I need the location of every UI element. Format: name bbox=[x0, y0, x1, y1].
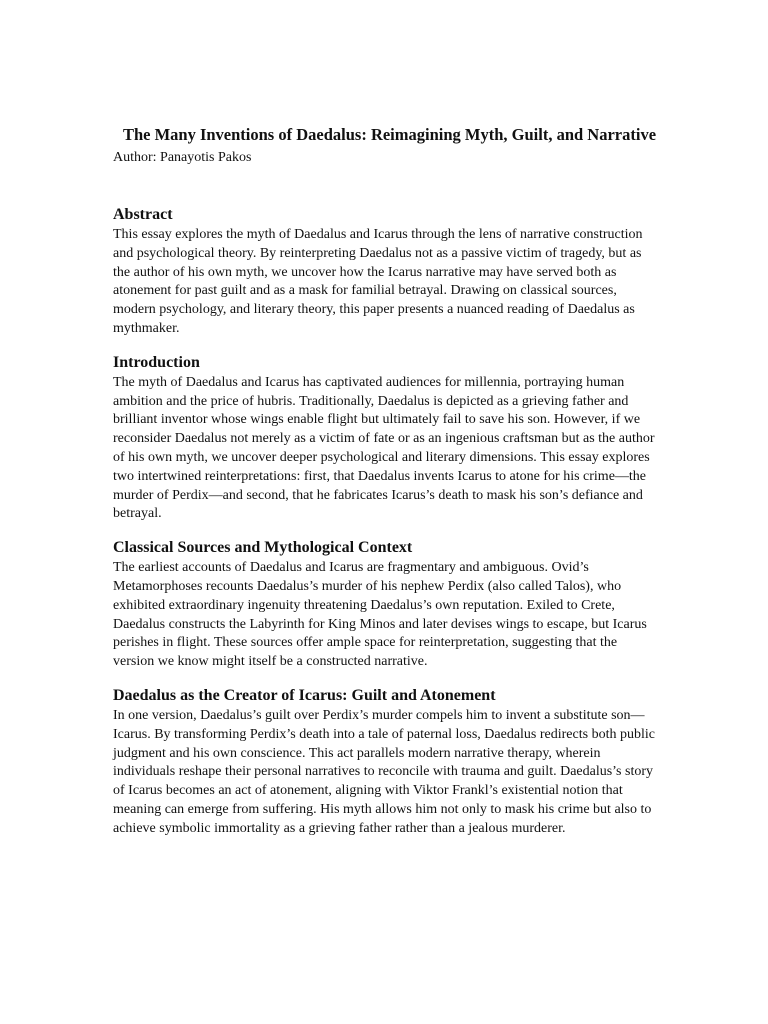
section-body: In one version, Daedalus’s guilt over Perdix’s murder compels him to invent a substitute son—Icarus. By transforming Perdix’s death into a tale of paternal loss, Daedalus redirects both public judgment and his own conscience. This act parallels modern narrative therapy, wherein individuals reshape their personal narratives to reconcile with trauma and guilt. Daedalus’s story of Icarus becomes an act of atonement, aligning with Viktor Frankl’s existential notion that meaning can emerge from suffering. His myth allows him not only to mask his crime but also to achieve symbolic immortality as a grieving father rather than a jealous murderer. bbox=[113, 707, 655, 836]
section-heading: Daedalus as the Creator of Icarus: Guilt and Atonement bbox=[113, 686, 496, 704]
paper-title: The Many Inventions of Daedalus: Reimagining Myth, Guilt, and Narrative bbox=[122, 125, 657, 144]
section-heading: Classical Sources and Mythological Context bbox=[113, 539, 413, 557]
section-body: The earliest accounts of Daedalus and Icarus are fragmentary and ambiguous. Ovid’s Metamorphoses recounts Daedalus’s murder of his nephew Perdix (also called Talos), who exhibited extraordinary ingenuity threatening Daedalus’s own reputation. Exiled to Crete, Daedalus constructs the Labyrinth for King Minos and later devises wings to escape, but Icarus perishes in flight. These sources offer ample space for reinterpretation, suggesting that the version we know might itself be a constructed narrative. bbox=[113, 560, 647, 670]
section-classical-sources bbox=[113, 538, 658, 672]
paper-author: Author: Panayotis Pakos bbox=[113, 150, 252, 165]
paper-content bbox=[113, 123, 658, 839]
section-body: This essay explores the myth of Daedalus and Icarus through the lens of narrative construction and psychological theory. By reinterpreting Daedalus not as a passive victim of tragedy, but as the author of his own myth, we uncover how the Icarus narrative may have served both as atonement for past guilt and as a mask for familial betrayal. Drawing on classical sources, modern psychology, and literary theory, this paper presents a nuanced reading of Daedalus as mythmaker. bbox=[113, 227, 643, 336]
section-abstract bbox=[113, 205, 658, 339]
section-creator-of-icarus bbox=[113, 686, 658, 839]
section-heading: Abstract bbox=[113, 206, 173, 223]
section-heading: Introduction bbox=[113, 353, 200, 371]
section-body: The myth of Daedalus and Icarus has captivated audiences for millennia, portraying human ambition and the price of hubris. Traditionally, Daedalus is depicted as a grieving father and brilliant inventor whose wings enable flight but ultimately fail to save his son. However, if we reconsider Daedalus not merely as a victim of fate or as an ingenious craftsman but as the author of his own myth, we uncover deeper psychological and literary dimensions. This essay explores two intertwined reinterpretations: first, that Daedalus invents Icarus to atone for his crime—the murder of Perdix—and second, that he fabricates Icarus’s death to mask his son’s defiance and betrayal. bbox=[113, 374, 655, 522]
section-introduction bbox=[113, 353, 658, 524]
